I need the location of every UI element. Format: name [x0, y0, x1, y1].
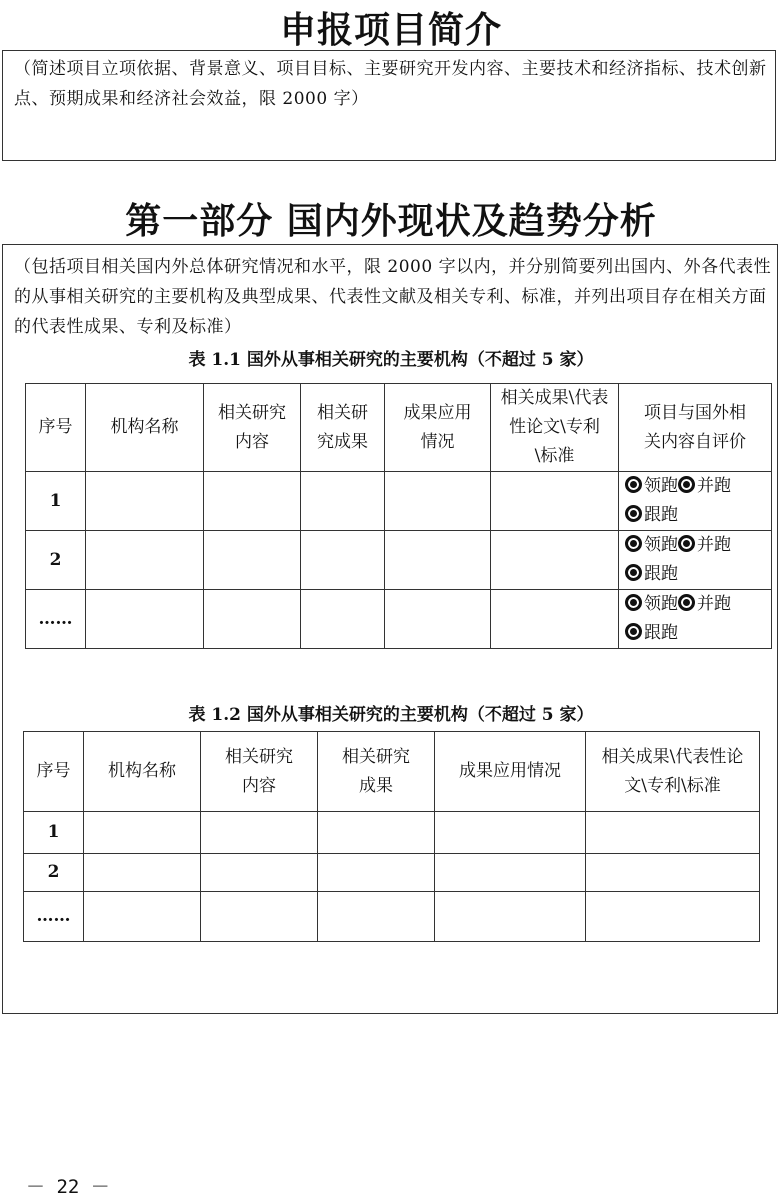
header-cell: 项目与国外相关内容自评价: [619, 384, 772, 472]
option-label: 跟跑: [644, 564, 678, 584]
table-row: [24, 812, 760, 854]
row-index: 1: [26, 472, 86, 531]
header-cell: 相关研究成果: [318, 732, 435, 812]
header-cell: 相关研究内容: [204, 384, 301, 472]
cell-input[interactable]: [435, 892, 586, 942]
cell-input[interactable]: [385, 531, 491, 590]
radio-icon[interactable]: [678, 476, 695, 493]
cell-input[interactable]: [586, 812, 760, 854]
row-index: 1: [24, 812, 84, 854]
cell-input[interactable]: [84, 892, 201, 942]
header-cell: 相关成果\代表性论文\专利\标准: [491, 384, 619, 472]
cell-input[interactable]: [318, 812, 435, 854]
cell-input[interactable]: [301, 590, 385, 649]
cell-input[interactable]: [86, 472, 204, 531]
header-cell: 成果应用情况: [385, 384, 491, 472]
cell-input[interactable]: [318, 892, 435, 942]
section-title-project-intro: 申报项目简介: [279, 10, 502, 51]
radio-icon[interactable]: [625, 594, 642, 611]
option-label: 跟跑: [644, 505, 678, 525]
header-cell: 相关研究成果: [301, 384, 385, 472]
table-row: [26, 531, 772, 590]
table-row: [24, 854, 760, 892]
header-cell: 机构名称: [86, 384, 204, 472]
radio-icon[interactable]: [625, 564, 642, 581]
cell-input[interactable]: [201, 892, 318, 942]
cell-input[interactable]: [86, 531, 204, 590]
cell-input[interactable]: [491, 531, 619, 590]
cell-input[interactable]: [491, 590, 619, 649]
table-header-row: [26, 384, 772, 472]
cell-input[interactable]: [201, 812, 318, 854]
radio-icon[interactable]: [678, 535, 695, 552]
cell-input[interactable]: [491, 472, 619, 531]
header-cell: 成果应用情况: [435, 732, 586, 812]
cell-input[interactable]: [204, 472, 301, 531]
option-label: 领跑: [644, 535, 678, 555]
cell-input[interactable]: [435, 812, 586, 854]
self-evaluation-options: [619, 472, 772, 531]
project-intro-note: （简述项目立项依据、背景意义、项目目标、主要研究开发内容、主要技术和经济指标、技术创新点、预期成果和经济社会效益，限 2000 字）: [14, 59, 767, 109]
cell-input[interactable]: [204, 590, 301, 649]
row-index: 2: [24, 854, 84, 892]
radio-icon[interactable]: [625, 535, 642, 552]
table1-foreign-institutions: [25, 383, 772, 649]
table-row: [24, 892, 760, 942]
self-evaluation-options: [619, 590, 772, 649]
cell-input[interactable]: [201, 854, 318, 892]
cell-input[interactable]: [385, 590, 491, 649]
radio-icon[interactable]: [678, 594, 695, 611]
cell-input[interactable]: [204, 531, 301, 590]
cell-input[interactable]: [301, 472, 385, 531]
table1-caption: 表 1.1 国外从事相关研究的主要机构（不超过 5 家）: [188, 350, 594, 370]
cell-input[interactable]: [84, 812, 201, 854]
table-header-row: [24, 732, 760, 812]
cell-input[interactable]: [318, 854, 435, 892]
option-label: 领跑: [644, 476, 678, 496]
self-evaluation-options: [619, 531, 772, 590]
row-index: 2: [26, 531, 86, 590]
cell-input[interactable]: [586, 892, 760, 942]
header-cell: 机构名称: [84, 732, 201, 812]
table2-foreign-institutions: [23, 731, 760, 942]
row-index: ……: [26, 590, 86, 649]
table2-caption: 表 1.2 国外从事相关研究的主要机构（不超过 5 家）: [188, 705, 594, 725]
section-title-status-analysis: 第一部分 国内外现状及趋势分析: [125, 201, 657, 242]
page-number: － 22 －: [26, 1176, 110, 1198]
table-row: [26, 472, 772, 531]
header-cell: 序号: [26, 384, 86, 472]
cell-input[interactable]: [84, 854, 201, 892]
status-analysis-note: （包括项目相关国内外总体研究情况和水平，限 2000 字以内，并分别简要列出国内、外各代表性的从事相关研究的主要机构及典型成果、代表性文献及相关专利、标准，并列出项目存在相关方面的代表性成果、专利及标准）: [14, 257, 772, 337]
option-label: 并跑: [697, 535, 731, 555]
radio-icon[interactable]: [625, 476, 642, 493]
option-label: 并跑: [697, 476, 731, 496]
row-index: ……: [24, 892, 84, 942]
cell-input[interactable]: [86, 590, 204, 649]
header-cell: 序号: [24, 732, 84, 812]
option-label: 并跑: [697, 594, 731, 614]
header-cell: 相关成果\代表性论文\专利\标准: [586, 732, 760, 812]
table-row: [26, 590, 772, 649]
header-cell: 相关研究内容: [201, 732, 318, 812]
radio-icon[interactable]: [625, 505, 642, 522]
cell-input[interactable]: [385, 472, 491, 531]
cell-input[interactable]: [586, 854, 760, 892]
option-label: 跟跑: [644, 623, 678, 643]
radio-icon[interactable]: [625, 623, 642, 640]
cell-input[interactable]: [435, 854, 586, 892]
option-label: 领跑: [644, 594, 678, 614]
cell-input[interactable]: [301, 531, 385, 590]
